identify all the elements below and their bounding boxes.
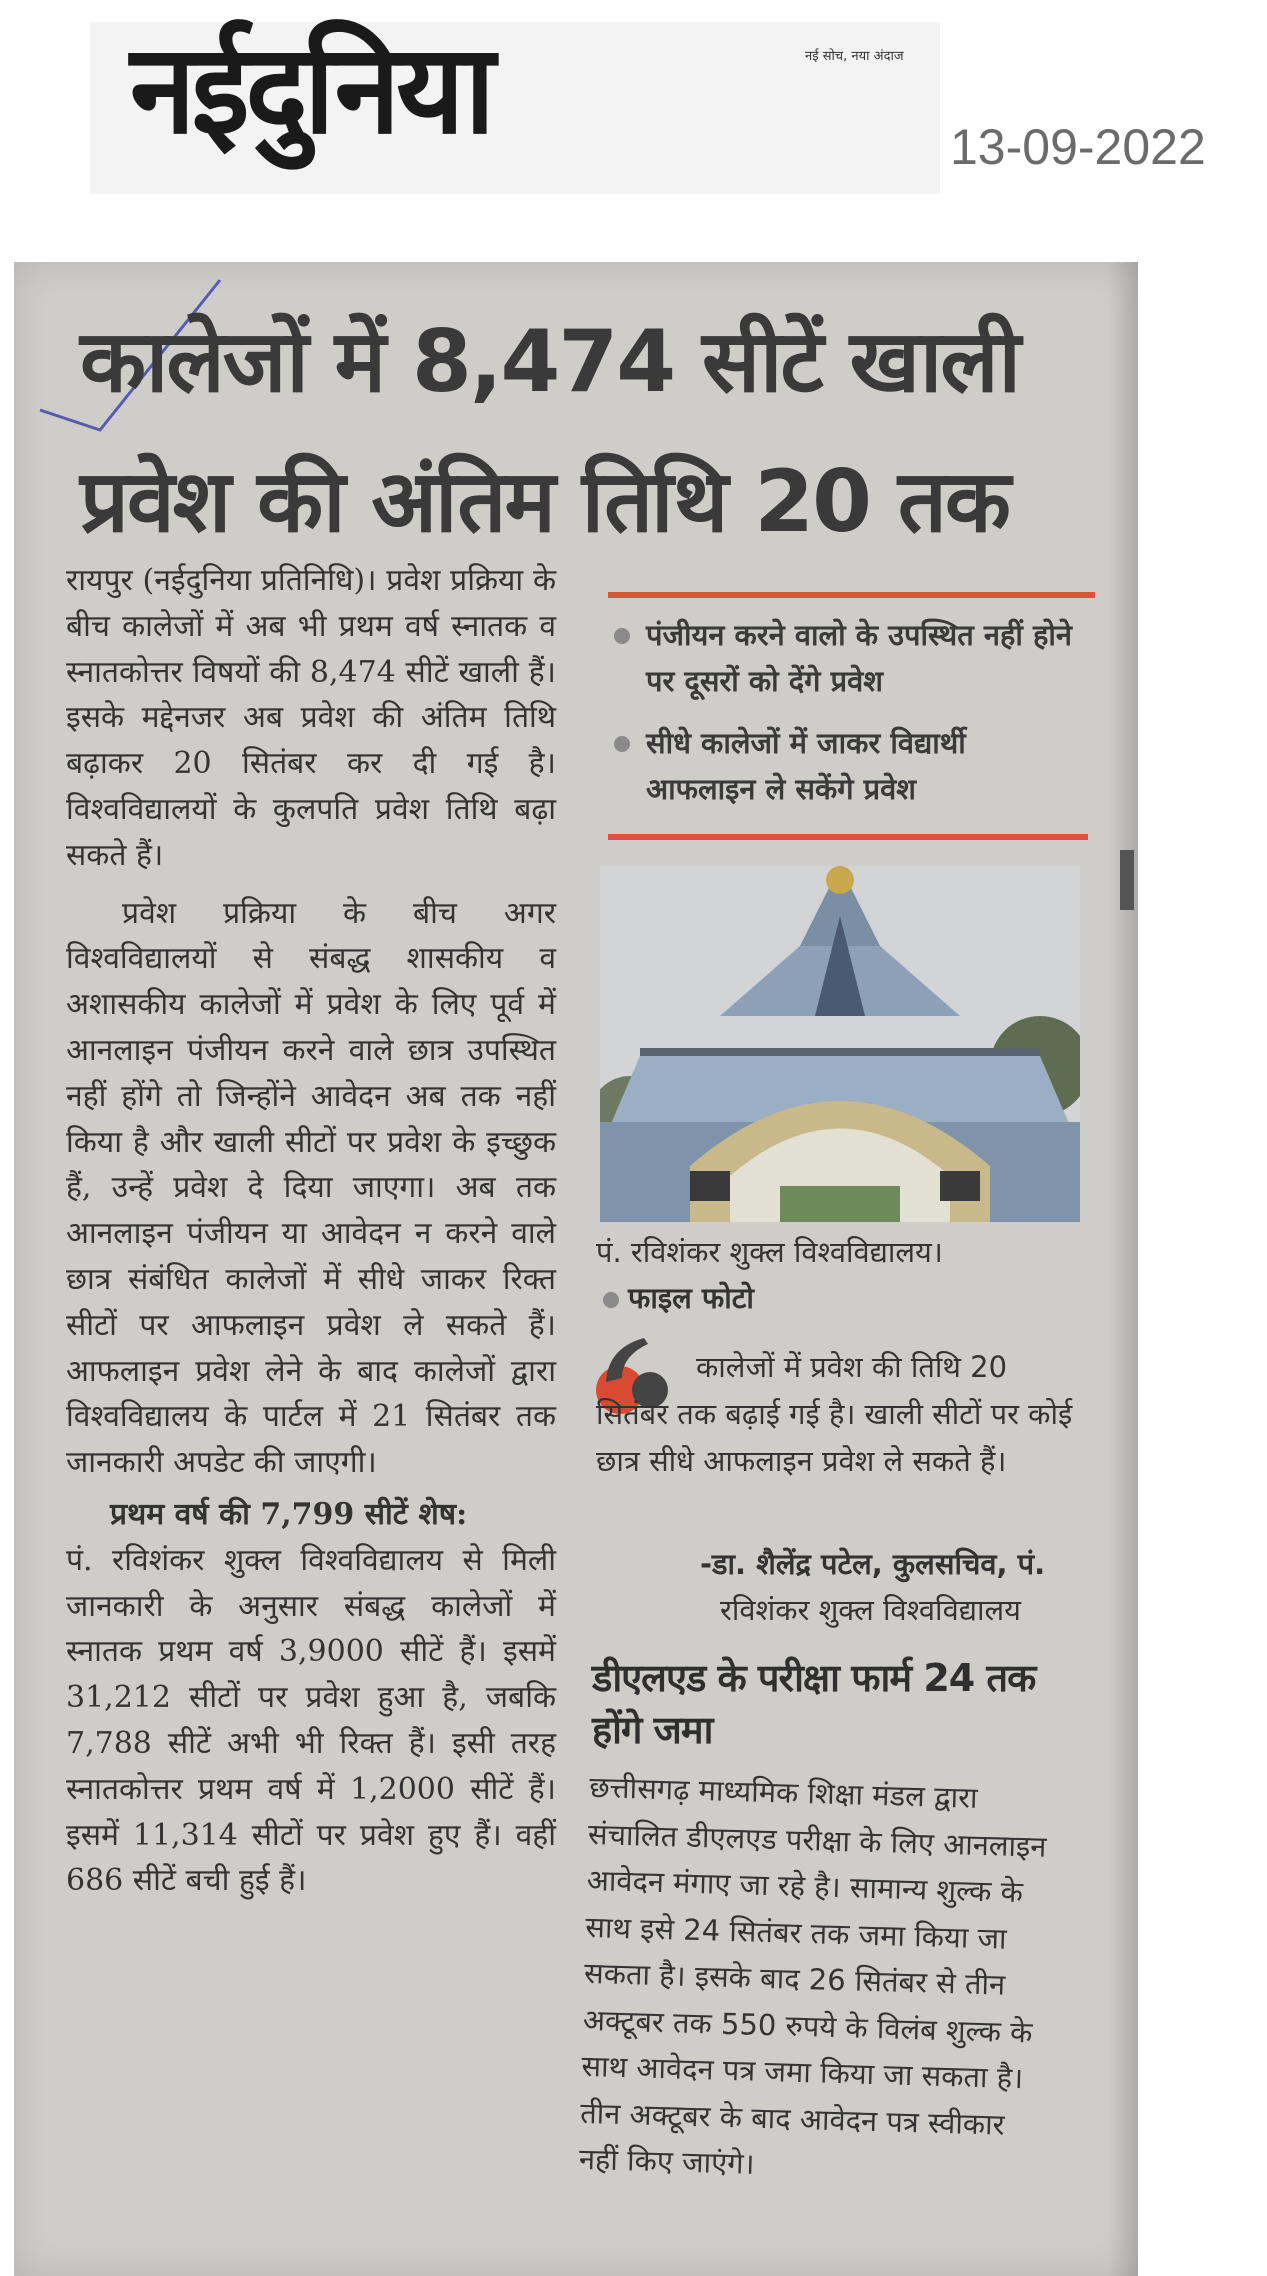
headline-line-1: कालेजों में 8,474 सीटें खाली xyxy=(80,312,1019,412)
article-subheading: प्रथम वर्ष की 7,799 सीटें शेष: xyxy=(110,1496,468,1532)
highlight-rule-bottom xyxy=(608,834,1088,840)
pull-quote xyxy=(596,1344,1076,1485)
pull-quote-text: कालेजों में प्रवेश की तिथि 20 सितंबर तक बढ़ाई गई है। खाली सीटों पर कोई छात्र सीधे आफलाइन प्रवेश ले सकते हैं। xyxy=(596,1350,1073,1478)
newspaper-logo: नईदुनिया xyxy=(130,16,492,162)
photo-caption: पं. रविशंकर शुक्ल विश्वविद्यालय। xyxy=(596,1235,943,1269)
highlights-box xyxy=(610,612,1080,828)
quote-attribution-org: रविशंकर शुक्ल विश्वविद्यालय xyxy=(720,1593,1021,1627)
article-body xyxy=(66,558,556,1904)
quote-attribution: -डा. शैलेंद्र पटेल, कुलसचिव, पं. xyxy=(700,1547,1046,1581)
photo-credit: फाइल फोटो xyxy=(628,1281,754,1315)
bullet-icon xyxy=(603,1292,619,1308)
headline-line-2: प्रवेश की अंतिम तिथि 20 तक xyxy=(80,452,1009,552)
bullet-icon xyxy=(614,628,630,644)
highlight-rule-top xyxy=(608,592,1095,598)
highlight-item: सीधे कालेजों में जाकर विद्यार्थी आफलाइन ले सकेंगे प्रवेश xyxy=(610,720,1080,812)
clipping-shadow-edge xyxy=(1108,262,1138,2276)
highlight-item: पंजीयन करने वालो के उपस्थित नहीं होने पर दूसरों को देंगे प्रवेश xyxy=(610,612,1080,704)
article-paragraph-1: रायपुर (नईदुनिया प्रतिनिधि)। प्रवेश प्रक्रिया के बीच कालेजों में अब भी प्रथम वर्ष स्नातक व स्नातकोत्तर विषयों की 8,474 सीटें खाली हैं। इसके मद्देनजर अब प्रवेश की अंतिम तिथि बढ़ाकर 20 सितंबर कर दी गई है। विश्वविद्यालयों के कुलपति प्रवेश तिथि बढ़ा सकते हैं। xyxy=(66,563,556,873)
clipping-edge-mark xyxy=(1120,850,1134,910)
article-paragraph-3: पं. रविशंकर शुक्ल विश्वविद्यालय से मिली जानकारी के अनुसार संबद्ध कालेजों में स्नातक प्रथम वर्ष 3,9000 सीटें हैं। इसमें 31,212 सीटों पर प्रवेश हुआ है, जबकि 7,788 सीटें अभी भी रिक्त हैं। इसी तरह स्नातकोत्तर प्रथम वर्ष में 1,2000 सीटें हैं। इसमें 11,314 सीटों पर प्रवेश हुए हैं। वहीं 686 सीटें बची हुई हैं। xyxy=(66,1542,556,1899)
story2-headline: डीएलएड के परीक्षा फार्म 24 तक होंगे जमा xyxy=(592,1656,1036,1752)
bullet-icon xyxy=(614,736,630,752)
article-paragraph-2: प्रवेश प्रक्रिया के बीच अगर विश्वविद्यालयों से संबद्ध शासकीय व अशासकीय कालेजों में प्रवेश के लिए पूर्व में आनलाइन पंजीयन करने वाले छात्र उपस्थित नहीं होंगे तो जिन्होंने आवेदन अब तक नहीं किया है और खाली सीटों पर प्रवेश के इच्छुक हैं, उन्हें प्रवेश दे दिया जाएगा। अब तक आनलाइन पंजीयन या आवेदन न करने वाले छात्र संबंधित कालेजों में सीधे जाकर रिक्त सीटों पर आफलाइन प्रवेश ले सकते हैं। आफलाइन प्रवेश लेने के बाद कालेजों द्वारा विश्वविद्यालय के पार्टल में 21 सितंबर तक जानकारी अपडेट की जाएगी। xyxy=(66,895,556,1481)
newspaper-tagline: नई सोच, नया अंदाज xyxy=(805,49,904,64)
story2-body: छत्तीसगढ़ माध्यमिक शिक्षा मंडल द्वारा संचालित डीएलएड परीक्षा के लिए आनलाइन आवेदन मंगाए जा रहे है। सामान्य शुल्क के साथ इसे 24 सितंबर तक जमा किया जा सकता है। इसके बाद 26 सितंबर से तीन अक्टूबर तक 550 रुपये के विलंब शुल्क के साथ आवेदन पत्र जमा किया जा सकता है। तीन अक्टूबर के बाद आवेदन पत्र स्वीकार नहीं किए जाएंगे। xyxy=(578,1769,1047,2181)
publication-date: 13-09-2022 xyxy=(950,119,1206,175)
university-gate-photo xyxy=(600,866,1080,1222)
